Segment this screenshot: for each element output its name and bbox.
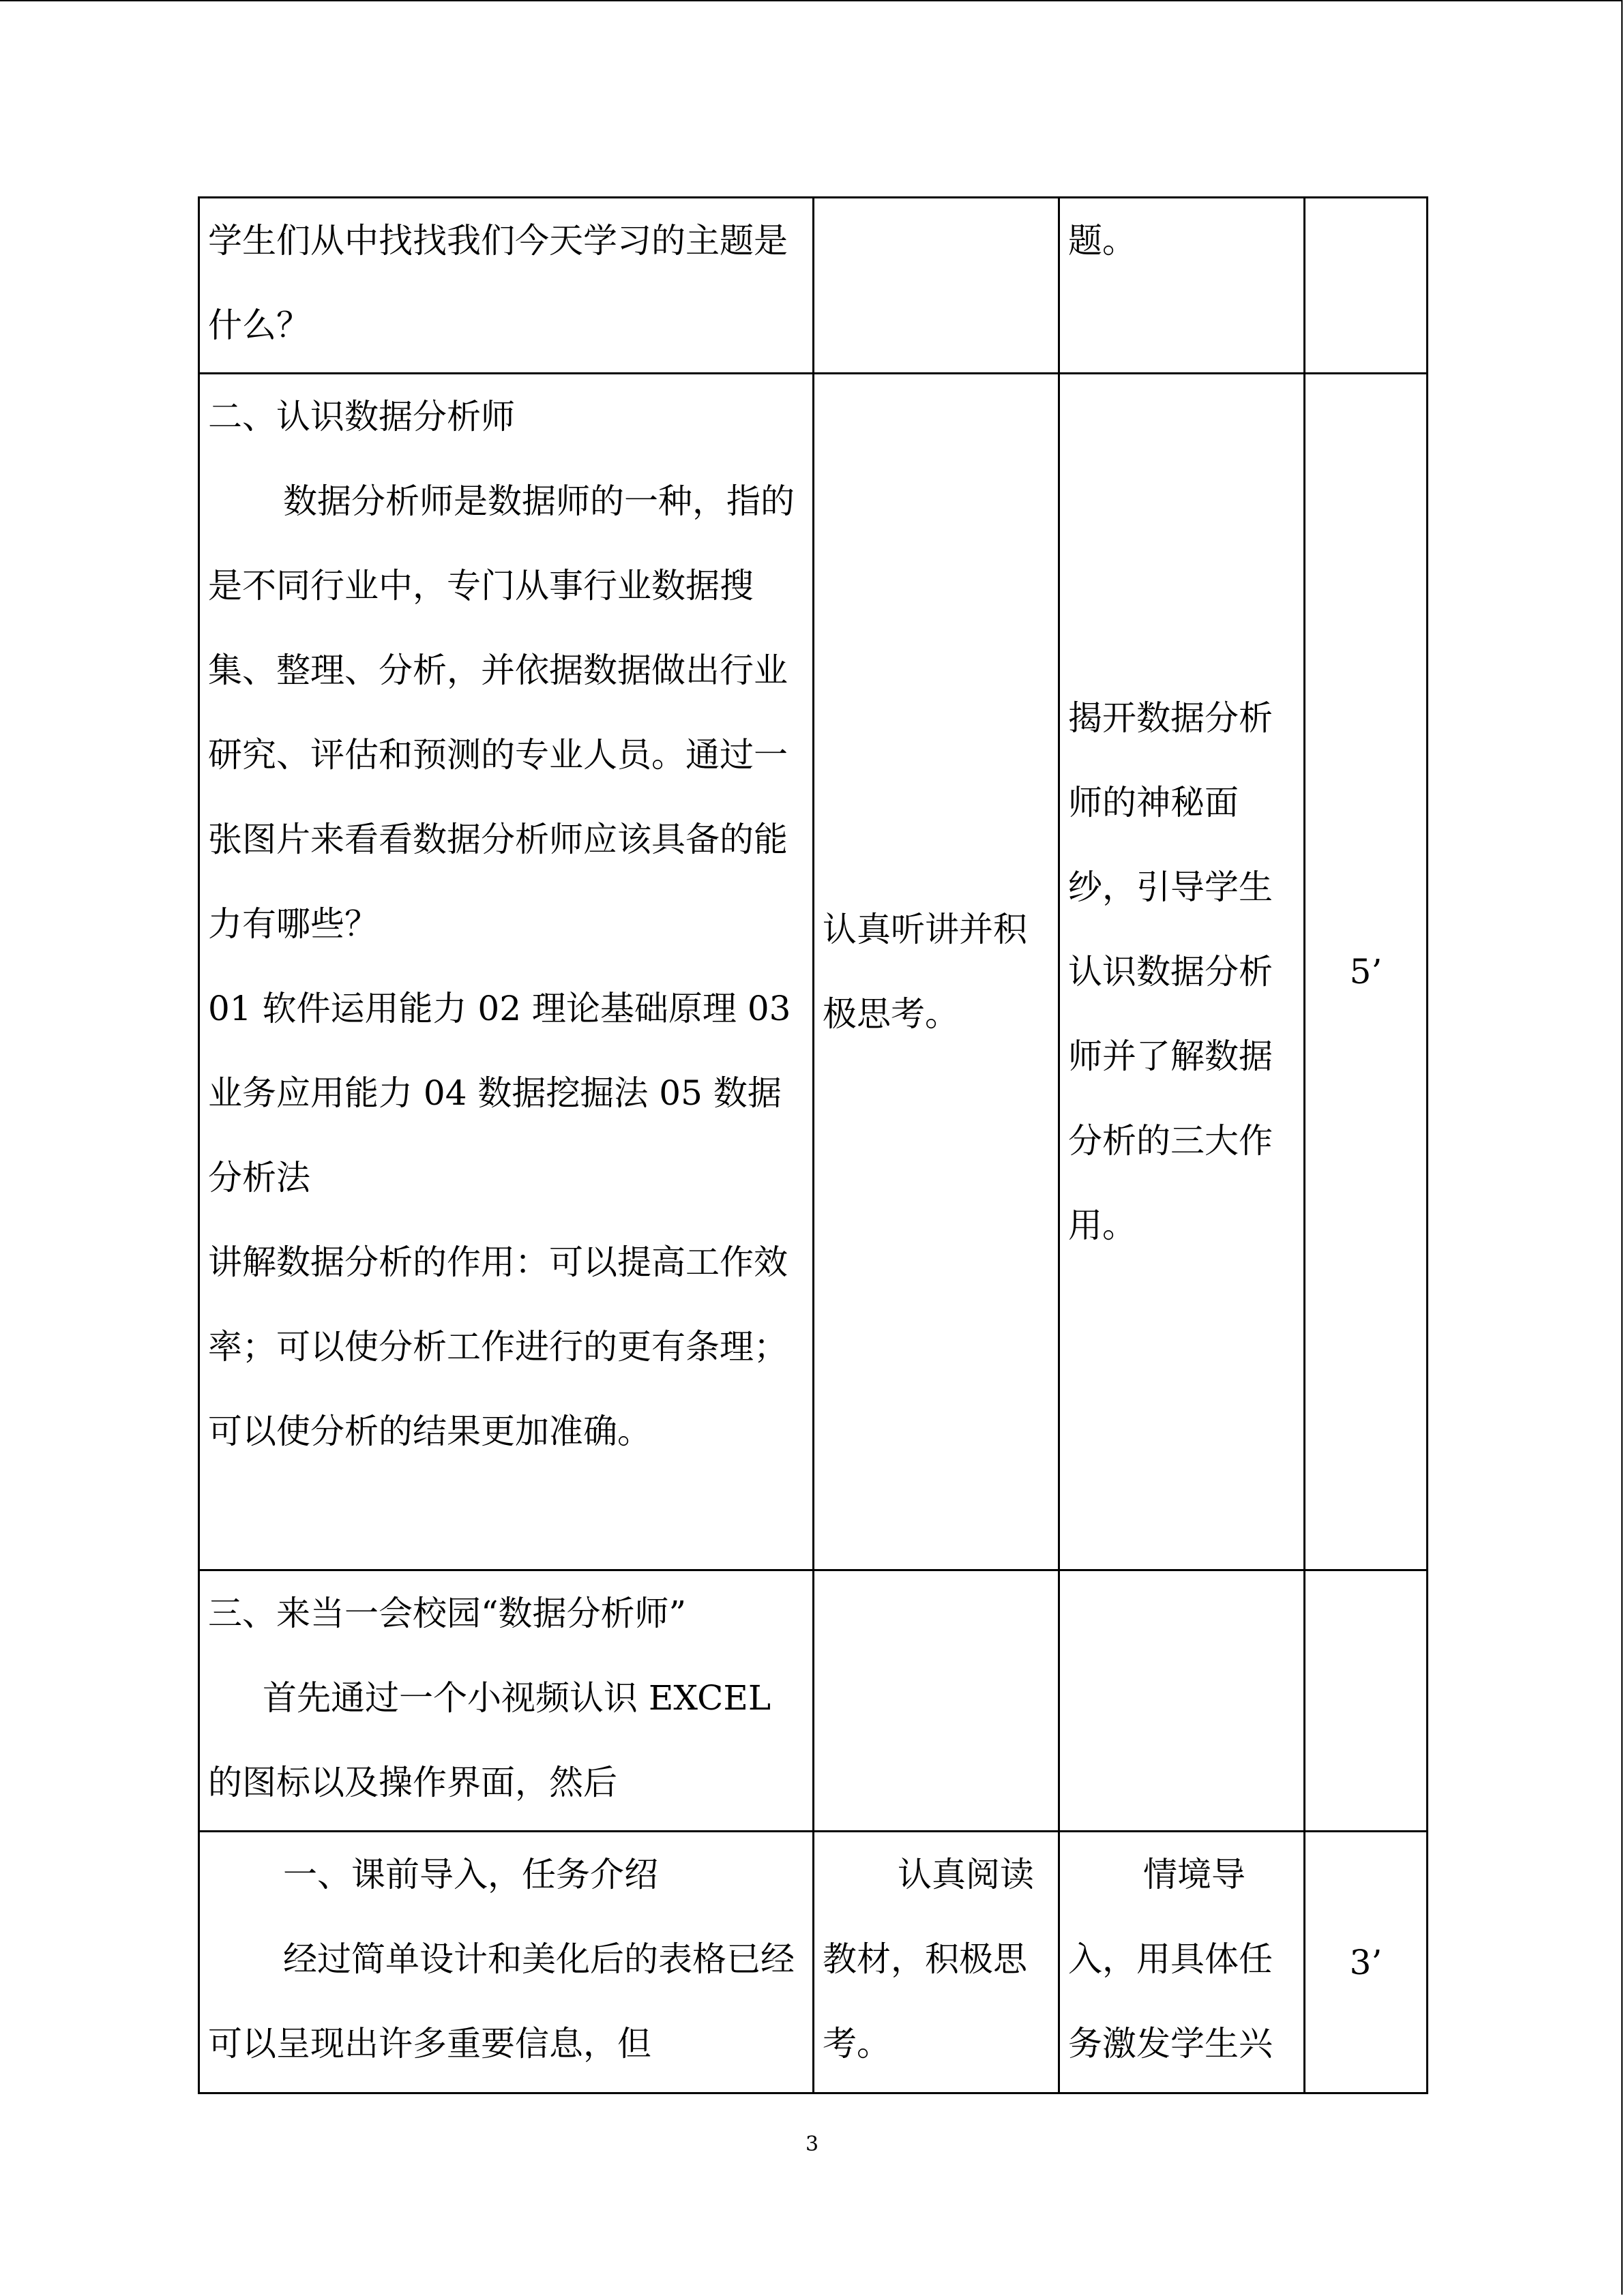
content-cell (199, 1570, 814, 1832)
activity-text: 认真阅读教材，积极思考。 (823, 1855, 1034, 2063)
content-paragraph: 讲解数据分析的作用：可以提高工作效率；可以使分析工作进行的更有条理；可以使分析的结果更加准确。 (208, 1242, 788, 1451)
activity-cell (814, 1570, 1059, 1832)
table-row (199, 1832, 1428, 2093)
activity-cell (814, 374, 1059, 1570)
intent-cell (1059, 1570, 1305, 1832)
intent-text: 揭开数据分析师的神秘面纱，引导学生认识数据分析师并了解数据分析的三大作用。 (1068, 698, 1273, 1245)
content-paragraph: 数据分析师是数据师的一种，指的是不同行业中，专门从事行业数据搜集、整理、分析，并依据数据做出行业研究、评估和预测的专业人员。通过一张图片来看看数据分析师应该具备的能力有哪些？ (208, 481, 795, 944)
content-cell (199, 1832, 814, 2093)
content-paragraph: 首先通过一个小视频认识 EXCEL 的图标以及操作界面，然后 (208, 1678, 771, 1802)
lesson-plan-table (198, 196, 1428, 2094)
time-cell (1305, 1832, 1428, 2093)
intent-cell (1059, 1832, 1305, 2093)
table-row (199, 374, 1428, 1570)
time-cell (1305, 374, 1428, 1570)
time-cell (1305, 1570, 1428, 1832)
intent-text: 题。 (1068, 221, 1136, 260)
section-heading: 二、认识数据分析师 (208, 397, 515, 436)
intent-cell (1059, 198, 1305, 374)
activity-text: 认真听讲并积极思考。 (823, 910, 1027, 1034)
section-heading: 三、来当一会校园“数据分析师” (208, 1594, 687, 1633)
activity-cell (814, 1832, 1059, 2093)
content-cell (199, 374, 814, 1570)
activity-cell (814, 198, 1059, 374)
content-text: 学生们从中找找我们今天学习的主题是什么？ (208, 221, 788, 345)
content-paragraph: 经过简单设计和美化后的表格已经可以呈现出许多重要信息，但 (208, 1939, 795, 2063)
content-cell (199, 198, 814, 374)
content-paragraph: 01 软件运用能力 02 理论基础原理 03 业务应用能力 04 数据挖掘法 05 数据分析法 (208, 989, 791, 1197)
page-number: 3 (805, 2132, 819, 2156)
table-row (199, 1570, 1428, 1832)
section-heading: 一、课前导入，任务介绍 (283, 1855, 658, 1894)
intent-cell (1059, 374, 1305, 1570)
intent-text: 情境导入，用具体任务激发学生兴 (1068, 1855, 1273, 2063)
time-text: 5’ (1349, 952, 1383, 992)
time-cell (1305, 198, 1428, 374)
table-row (199, 198, 1428, 374)
time-text: 3’ (1349, 1942, 1383, 1982)
